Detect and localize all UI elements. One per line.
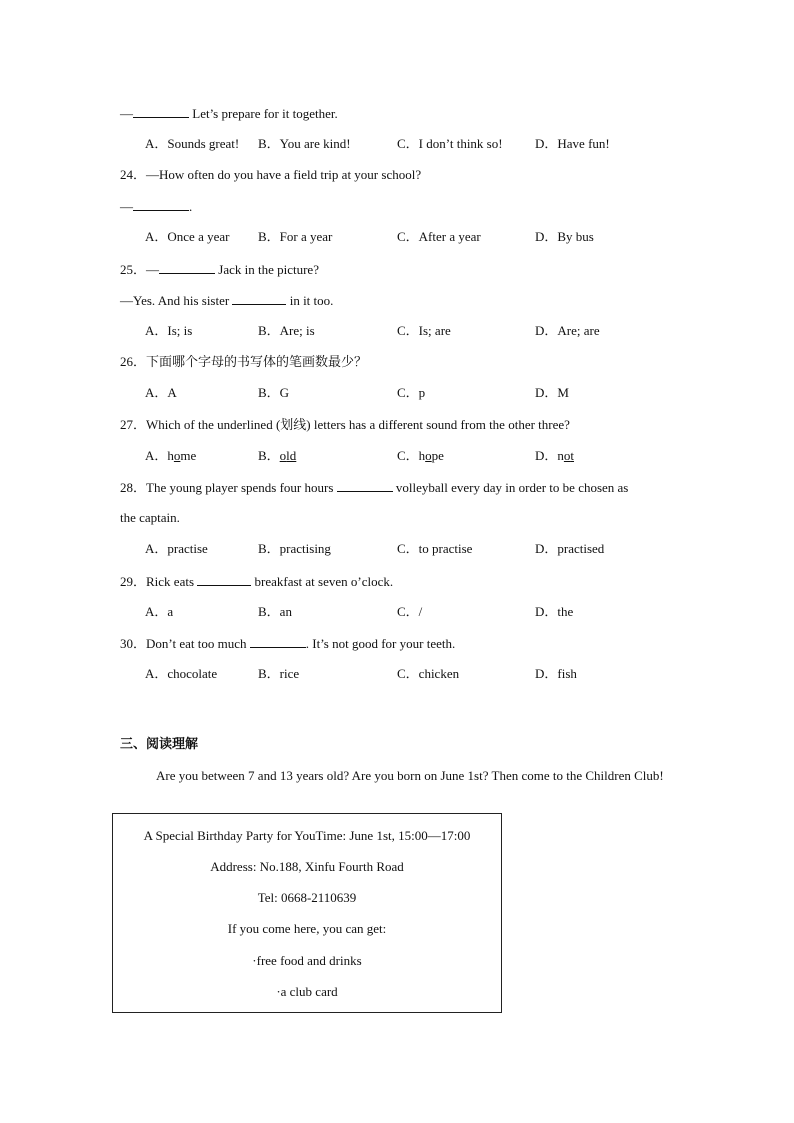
underlined-letter: ot: [563, 448, 575, 463]
option-d: D．By bus: [535, 229, 594, 244]
underlined-letter: old: [279, 448, 297, 463]
notice-line-title: A Special Birthday Party for YouTime: June 1st, 15:00—17:00: [143, 828, 471, 843]
q25-stem: 25．— Jack in the picture?: [120, 262, 319, 277]
q29-stem: 29．Rick eats breakfast at seven o’clock.: [120, 574, 394, 589]
option-d: D．practised: [535, 541, 605, 556]
option-b: B．rice: [258, 666, 300, 681]
answer-blank: [197, 573, 251, 586]
option-d: D．fish: [535, 666, 577, 681]
option-d: D．M: [535, 385, 569, 400]
option-d: D．not: [535, 448, 575, 463]
q26-stem: 26．下面哪个字母的书写体的笔画数最少？: [120, 354, 368, 369]
option-a: A．practise: [145, 541, 208, 556]
notice-line-food: ·free food and drinks: [252, 953, 362, 968]
answer-blank: [250, 635, 306, 648]
reading-intro: Are you between 7 and 13 years old? Are you born on June 1st? Then come to the Children Club!: [156, 768, 664, 783]
option-b: B．G: [258, 385, 290, 400]
option-a: A．Is; is: [145, 323, 193, 338]
option-c: C．Is; are: [397, 323, 451, 338]
q24-reply: — .: [120, 199, 193, 214]
q28-stem-line2: the captain.: [120, 510, 180, 525]
q25-options: [145, 323, 705, 339]
option-a: A．chocolate: [145, 666, 218, 681]
option-c: C．p: [397, 385, 426, 400]
q28-stem: 28．The young player spends four hours volleyball every day in order to be chosen as: [120, 480, 629, 495]
q23-stem: — Let’s prepare for it together.: [120, 106, 338, 121]
section-title: 三、阅读理解: [120, 737, 199, 752]
q28-options: [145, 541, 705, 557]
option-d: D．Are; are: [535, 323, 600, 338]
option-a: A．Once a year: [145, 229, 230, 244]
answer-blank: [133, 198, 189, 211]
q25-reply: —Yes. And his sister in it too.: [120, 293, 334, 308]
notice-line-tel: Tel: 0668-2110639: [257, 890, 357, 905]
q30-options: [145, 666, 705, 682]
q27-options: [145, 448, 705, 464]
q27-stem: 27．Which of the underlined (划线) letters has a different sound from the other three?: [120, 417, 570, 432]
option-b: B．For a year: [258, 229, 333, 244]
q29-options: [145, 604, 705, 620]
q23-options: [145, 136, 705, 152]
q24-options: [145, 229, 705, 245]
option-b: B．You are kind!: [258, 136, 351, 151]
underlined-letter: o: [425, 448, 432, 463]
option-c: C．chicken: [397, 666, 460, 681]
option-a: A．A: [145, 385, 177, 400]
party-notice-box: [112, 813, 502, 1013]
answer-blank: [133, 105, 189, 118]
option-a: A．Sounds great!: [145, 136, 240, 151]
notice-line-benefits: If you come here, you can get:: [227, 921, 387, 936]
option-c: C．After a year: [397, 229, 481, 244]
option-c: C．/: [397, 604, 423, 619]
notice-line-card: ·a club card: [276, 984, 338, 999]
notice-line-address: Address: No.188, Xinfu Fourth Road: [210, 859, 404, 874]
option-c: C．hope: [397, 448, 444, 463]
option-b: B．old: [258, 448, 297, 463]
option-a: A．home: [145, 448, 197, 463]
option-d: D．the: [535, 604, 574, 619]
option-a: A．a: [145, 604, 174, 619]
option-c: C．to practise: [397, 541, 473, 556]
option-c: C．I don’t think so!: [397, 136, 503, 151]
q30-stem: 30．Don’t eat too much . It’s not good for your teeth.: [120, 636, 456, 651]
q26-options: [145, 385, 705, 401]
option-d: D．Have fun!: [535, 136, 610, 151]
q24-stem: 24．—How often do you have a field trip at your school?: [120, 167, 422, 182]
underlined-letter: o: [173, 448, 181, 463]
option-b: B．Are; is: [258, 323, 315, 338]
answer-blank: [159, 261, 215, 274]
option-b: B．practising: [258, 541, 331, 556]
answer-blank: [337, 479, 393, 492]
answer-blank: [232, 292, 286, 305]
option-b: B．an: [258, 604, 292, 619]
